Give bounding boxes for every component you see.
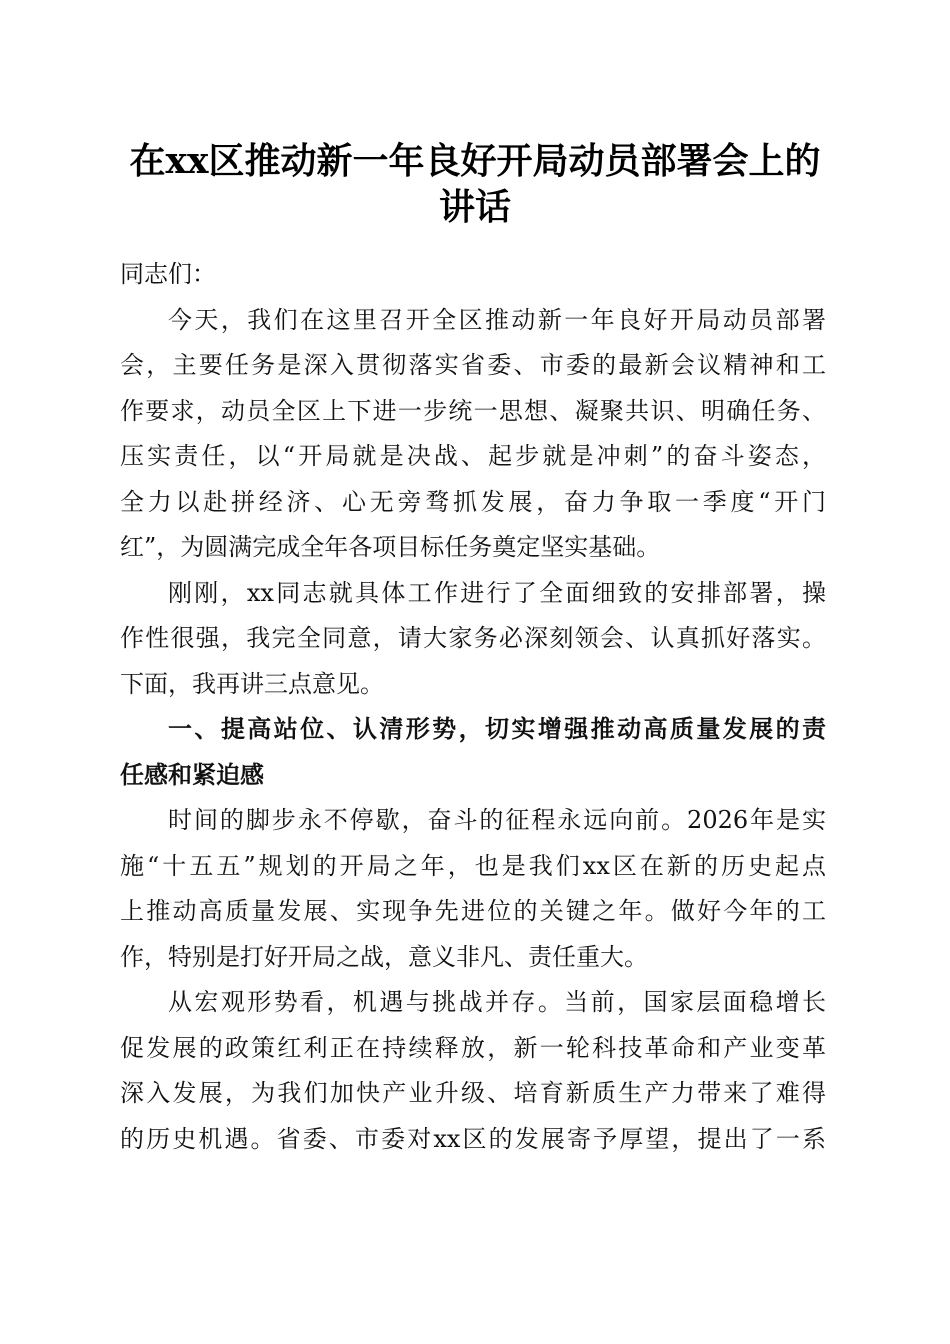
paragraph-line: 会，主要任务是深入贯彻落实省委、市委的最新会议精神和工	[120, 351, 826, 379]
paragraph-line: 全力以赴拼经济、心无旁骛抓发展，奋力争取一季度“开门	[120, 487, 826, 516]
heading-line: 任感和紧迫感	[120, 760, 264, 789]
paragraph-opening	[120, 298, 830, 571]
heading-line: 一、提高站位、认清形势，切实增强推动高质量发展的责	[168, 715, 826, 743]
document-title	[110, 138, 840, 230]
paragraph-line: 刚刚，xx同志就具体工作进行了全面细致的安排部署，操	[168, 578, 826, 607]
paragraph-line: 促发展的政策红利正在持续释放，新一轮科技革命和产业变革	[120, 1033, 826, 1062]
section-heading-1	[120, 707, 830, 798]
paragraph-line: 下面，我再讲三点意见。	[120, 669, 384, 698]
paragraph-line: 从宏观形势看，机遇与挑战并存。当前，国家层面稳增长	[168, 988, 826, 1016]
paragraph-line: 红”，为圆满完成全年各项目标任务奠定坚实基础。	[120, 533, 661, 561]
paragraph-macro	[120, 980, 830, 1162]
paragraph-line: 压实责任，以“开局就是决战、起步就是冲刺”的奋斗姿态，	[120, 442, 826, 470]
paragraph-time	[120, 798, 830, 980]
title-line-2: 讲话	[438, 186, 511, 228]
paragraph-line: 作要求，动员全区上下进一步统一思想、凝聚共识、明确任务、	[120, 396, 826, 425]
paragraph-line: 作性很强，我完全同意，请大家务必深刻领会、认真抓好落实。	[120, 624, 826, 652]
paragraph-line: 时间的脚步永不停歇，奋斗的征程永远向前。2026年是实	[168, 806, 826, 834]
paragraph-line: 深入发展，为我们加快产业升级、培育新质生产力带来了难得	[120, 1079, 826, 1107]
paragraph-line: 作，特别是打好开局之战，意义非凡、责任重大。	[120, 942, 648, 971]
title-line-1: 在xx区推动新一年良好开局动员部署会上的	[129, 140, 821, 182]
document-body	[120, 252, 830, 1162]
paragraph-line: 上推动高质量发展、实现争先进位的关键之年。做好今年的工	[120, 897, 826, 925]
paragraph-agreement	[120, 571, 830, 708]
greeting: 同志们：	[120, 260, 216, 288]
paragraph-line: 今天，我们在这里召开全区推动新一年良好开局动员部署	[168, 305, 826, 334]
paragraph-line: 的历史机遇。省委、市委对xx区的发展寄予厚望，提出了一系	[120, 1124, 826, 1153]
paragraph-line: 施“十五五”规划的开局之年，也是我们xx区在新的历史起点	[120, 851, 826, 880]
